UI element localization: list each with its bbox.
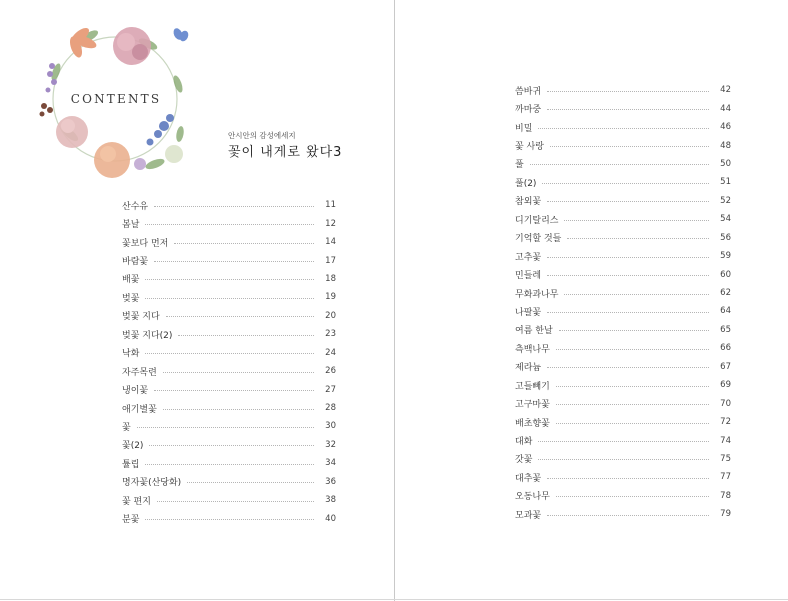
toc-entry-title: 까마중 bbox=[515, 105, 542, 116]
toc-entry-page: 59 bbox=[720, 251, 731, 262]
toc-entry-page: 24 bbox=[325, 347, 336, 358]
toc-leader-dots bbox=[166, 316, 314, 317]
toc-leader-dots bbox=[154, 261, 314, 262]
toc-leader-dots bbox=[137, 427, 314, 428]
toc-entry-title: 분꽃 bbox=[122, 515, 140, 526]
toc-entry[interactable] bbox=[515, 413, 731, 431]
toc-entry-title: 대화 bbox=[515, 437, 533, 448]
toc-entry[interactable] bbox=[515, 284, 731, 302]
toc-entry-page: 18 bbox=[325, 273, 336, 284]
toc-entry[interactable] bbox=[122, 233, 336, 251]
toc-right-column bbox=[515, 81, 731, 524]
toc-entry[interactable] bbox=[515, 155, 731, 173]
toc-entry-title: 오동나무 bbox=[515, 492, 550, 503]
toc-leader-dots bbox=[163, 409, 314, 410]
toc-entry[interactable] bbox=[122, 454, 336, 472]
toc-entry-page: 23 bbox=[325, 329, 336, 340]
toc-entry-page: 20 bbox=[325, 310, 336, 321]
toc-leader-dots bbox=[542, 183, 709, 184]
toc-leader-dots bbox=[547, 275, 709, 276]
toc-entry[interactable] bbox=[515, 468, 731, 486]
toc-entry[interactable] bbox=[515, 136, 731, 154]
toc-entry-title: 배꽃 bbox=[122, 275, 140, 286]
toc-entry-page: 14 bbox=[325, 237, 336, 248]
toc-leader-dots bbox=[145, 279, 314, 280]
toc-entry-page: 44 bbox=[720, 103, 731, 114]
toc-leader-dots bbox=[567, 238, 709, 239]
toc-entry[interactable] bbox=[515, 339, 731, 357]
toc-entry-title: 비밀 bbox=[515, 123, 533, 134]
toc-entry-page: 60 bbox=[720, 269, 731, 280]
toc-leader-dots bbox=[538, 459, 709, 460]
toc-entry-page: 36 bbox=[325, 476, 336, 487]
toc-entry-title: 벚꽃 bbox=[122, 293, 140, 304]
book-title: 꽃이 내게로 왔다3 bbox=[228, 145, 343, 160]
toc-leader-dots bbox=[178, 335, 314, 336]
toc-entry-title: 꽃보다 먼저 bbox=[122, 238, 169, 249]
toc-entry-page: 48 bbox=[720, 140, 731, 151]
toc-entry-title: 낙화 bbox=[122, 349, 140, 360]
toc-entry-page: 27 bbox=[325, 384, 336, 395]
toc-entry-page: 34 bbox=[325, 458, 336, 469]
toc-leader-dots bbox=[547, 109, 709, 110]
toc-entry-title: 고구마꽃 bbox=[515, 400, 550, 411]
toc-entry-page: 46 bbox=[720, 122, 731, 133]
toc-entry[interactable] bbox=[515, 302, 731, 320]
toc-leader-dots bbox=[174, 243, 314, 244]
toc-entry[interactable] bbox=[122, 288, 336, 306]
toc-entry-title: 튤립 bbox=[122, 459, 140, 470]
toc-entry-title: 무화과나무 bbox=[515, 289, 559, 300]
toc-entry-page: 69 bbox=[720, 380, 731, 391]
book-subtitle: 안시안의 감성에세지 bbox=[228, 131, 296, 140]
toc-entry-title: 자주목련 bbox=[122, 367, 157, 378]
toc-entry[interactable] bbox=[122, 491, 336, 509]
toc-leader-dots bbox=[154, 206, 314, 207]
toc-entry-title: 배초향꽃 bbox=[515, 418, 550, 429]
toc-entry-page: 50 bbox=[720, 158, 731, 169]
toc-entry-page: 66 bbox=[720, 343, 731, 354]
toc-leader-dots bbox=[564, 294, 709, 295]
toc-entry-page: 51 bbox=[720, 177, 731, 188]
toc-entry[interactable] bbox=[515, 505, 731, 523]
toc-entry-page: 62 bbox=[720, 288, 731, 299]
toc-entry-title: 갓꽃 bbox=[515, 455, 533, 466]
toc-entry[interactable] bbox=[122, 344, 336, 362]
toc-entry-page: 40 bbox=[325, 513, 336, 524]
toc-entry-page: 38 bbox=[325, 495, 336, 506]
toc-entry-title: 꽃 편지 bbox=[122, 496, 151, 507]
toc-entry-page: 70 bbox=[720, 398, 731, 409]
toc-leader-dots bbox=[547, 478, 709, 479]
toc-entry-page: 19 bbox=[325, 292, 336, 303]
toc-entry[interactable] bbox=[122, 270, 336, 288]
toc-entry[interactable] bbox=[122, 325, 336, 343]
toc-entry-title: 애기별꽃 bbox=[122, 404, 157, 415]
toc-entry[interactable] bbox=[122, 214, 336, 232]
toc-leader-dots bbox=[547, 257, 709, 258]
toc-entry[interactable] bbox=[122, 307, 336, 325]
toc-entry[interactable] bbox=[515, 192, 731, 210]
toc-entry[interactable] bbox=[122, 399, 336, 417]
toc-entry[interactable] bbox=[515, 431, 731, 449]
toc-leader-dots bbox=[556, 386, 709, 387]
toc-entry[interactable] bbox=[122, 251, 336, 269]
toc-entry-page: 67 bbox=[720, 361, 731, 372]
toc-entry-page: 77 bbox=[720, 472, 731, 483]
toc-entry-title: 측백나무 bbox=[515, 344, 550, 355]
toc-entry-page: 11 bbox=[325, 200, 336, 211]
toc-entry-title: 대추꽃 bbox=[515, 473, 542, 484]
toc-entry-page: 74 bbox=[720, 435, 731, 446]
toc-leader-dots bbox=[556, 349, 709, 350]
toc-entry-title: 꽃 bbox=[122, 422, 131, 433]
toc-entry[interactable] bbox=[122, 417, 336, 435]
toc-entry-page: 75 bbox=[720, 453, 731, 464]
page-bottom-edge bbox=[0, 599, 788, 600]
toc-entry-title: 디기탈리스 bbox=[515, 215, 559, 226]
toc-entry[interactable] bbox=[515, 247, 731, 265]
page-gutter bbox=[394, 0, 395, 601]
toc-entry[interactable] bbox=[515, 394, 731, 412]
toc-entry-title: 참외꽃 bbox=[515, 197, 542, 208]
toc-entry-title: 꽃 사랑 bbox=[515, 142, 544, 153]
toc-entry-title: 씀바귀 bbox=[515, 86, 542, 97]
toc-entry-title: 풀 bbox=[515, 160, 524, 171]
toc-leader-dots bbox=[547, 367, 709, 368]
toc-entry[interactable] bbox=[515, 376, 731, 394]
toc-entry[interactable] bbox=[515, 321, 731, 339]
toc-entry-title: 바람꽃 bbox=[122, 257, 149, 268]
toc-entry[interactable] bbox=[515, 99, 731, 117]
toc-entry-page: 32 bbox=[325, 439, 336, 450]
toc-leader-dots bbox=[547, 515, 709, 516]
toc-entry-title: 산수유 bbox=[122, 201, 149, 212]
toc-entry-title: 여름 한날 bbox=[515, 326, 553, 337]
toc-leader-dots bbox=[547, 201, 709, 202]
toc-entry-page: 17 bbox=[325, 255, 336, 266]
toc-entry[interactable] bbox=[515, 81, 731, 99]
toc-entry-title: 명자꽃(산당화) bbox=[122, 478, 182, 489]
toc-leader-dots bbox=[157, 501, 314, 502]
toc-entry-page: 30 bbox=[325, 421, 336, 432]
toc-leader-dots bbox=[550, 146, 709, 147]
toc-entry-title: 기억할 것들 bbox=[515, 234, 562, 245]
toc-leader-dots bbox=[556, 423, 709, 424]
toc-entry-page: 54 bbox=[720, 214, 731, 225]
toc-leader-dots bbox=[556, 404, 709, 405]
toc-entry[interactable] bbox=[515, 173, 731, 191]
toc-entry[interactable] bbox=[515, 229, 731, 247]
toc-entry-title: 봄날 bbox=[122, 220, 140, 231]
toc-entry[interactable] bbox=[515, 358, 731, 376]
toc-entry[interactable] bbox=[122, 196, 336, 214]
toc-leader-dots bbox=[145, 353, 314, 354]
toc-leader-dots bbox=[163, 372, 314, 373]
toc-leader-dots bbox=[530, 164, 709, 165]
toc-entry-page: 56 bbox=[720, 232, 731, 243]
toc-leader-dots bbox=[556, 496, 709, 497]
toc-entry[interactable] bbox=[515, 118, 731, 136]
toc-entry[interactable] bbox=[515, 265, 731, 283]
toc-entry-title: 풀(2) bbox=[515, 178, 537, 189]
toc-entry-page: 52 bbox=[720, 195, 731, 206]
toc-leader-dots bbox=[559, 330, 709, 331]
toc-entry-page: 78 bbox=[720, 490, 731, 501]
toc-entry-title: 꽃(2) bbox=[122, 441, 144, 452]
toc-entry-page: 42 bbox=[720, 85, 731, 96]
toc-entry-title: 고추꽃 bbox=[515, 252, 542, 263]
toc-entry-page: 28 bbox=[325, 403, 336, 414]
toc-leader-dots bbox=[154, 390, 314, 391]
toc-entry[interactable] bbox=[515, 450, 731, 468]
toc-entry[interactable] bbox=[515, 487, 731, 505]
toc-entry-title: 냉이꽃 bbox=[122, 386, 149, 397]
toc-entry[interactable] bbox=[515, 210, 731, 228]
toc-leader-dots bbox=[538, 441, 709, 442]
toc-entry-title: 고들빼기 bbox=[515, 381, 550, 392]
toc-entry-page: 79 bbox=[720, 509, 731, 520]
toc-entry[interactable] bbox=[122, 509, 336, 527]
toc-entry[interactable] bbox=[122, 436, 336, 454]
toc-entry-title: 벚꽃 지다(2) bbox=[122, 330, 173, 341]
toc-left-column bbox=[122, 196, 336, 528]
toc-leader-dots bbox=[149, 445, 314, 446]
toc-entry[interactable] bbox=[122, 473, 336, 491]
toc-entry-title: 제라늄 bbox=[515, 363, 542, 374]
toc-leader-dots bbox=[145, 519, 314, 520]
toc-leader-dots bbox=[187, 482, 314, 483]
toc-entry-page: 12 bbox=[325, 218, 336, 229]
toc-leader-dots bbox=[547, 91, 709, 92]
toc-leader-dots bbox=[145, 298, 314, 299]
toc-leader-dots bbox=[564, 220, 709, 221]
toc-entry-title: 벚꽃 지다 bbox=[122, 312, 160, 323]
toc-entry[interactable] bbox=[122, 380, 336, 398]
toc-entry-page: 65 bbox=[720, 324, 731, 335]
toc-leader-dots bbox=[145, 224, 314, 225]
contents-heading: CONTENTS bbox=[70, 92, 162, 106]
toc-leader-dots bbox=[145, 464, 314, 465]
toc-entry-page: 72 bbox=[720, 417, 731, 428]
toc-entry-title: 민들레 bbox=[515, 271, 542, 282]
toc-leader-dots bbox=[547, 312, 709, 313]
toc-leader-dots bbox=[538, 128, 709, 129]
toc-entry-page: 64 bbox=[720, 306, 731, 317]
toc-entry-title: 나팔꽃 bbox=[515, 307, 542, 318]
toc-entry-title: 모과꽃 bbox=[515, 510, 542, 521]
toc-entry-page: 26 bbox=[325, 366, 336, 377]
toc-entry[interactable] bbox=[122, 362, 336, 380]
